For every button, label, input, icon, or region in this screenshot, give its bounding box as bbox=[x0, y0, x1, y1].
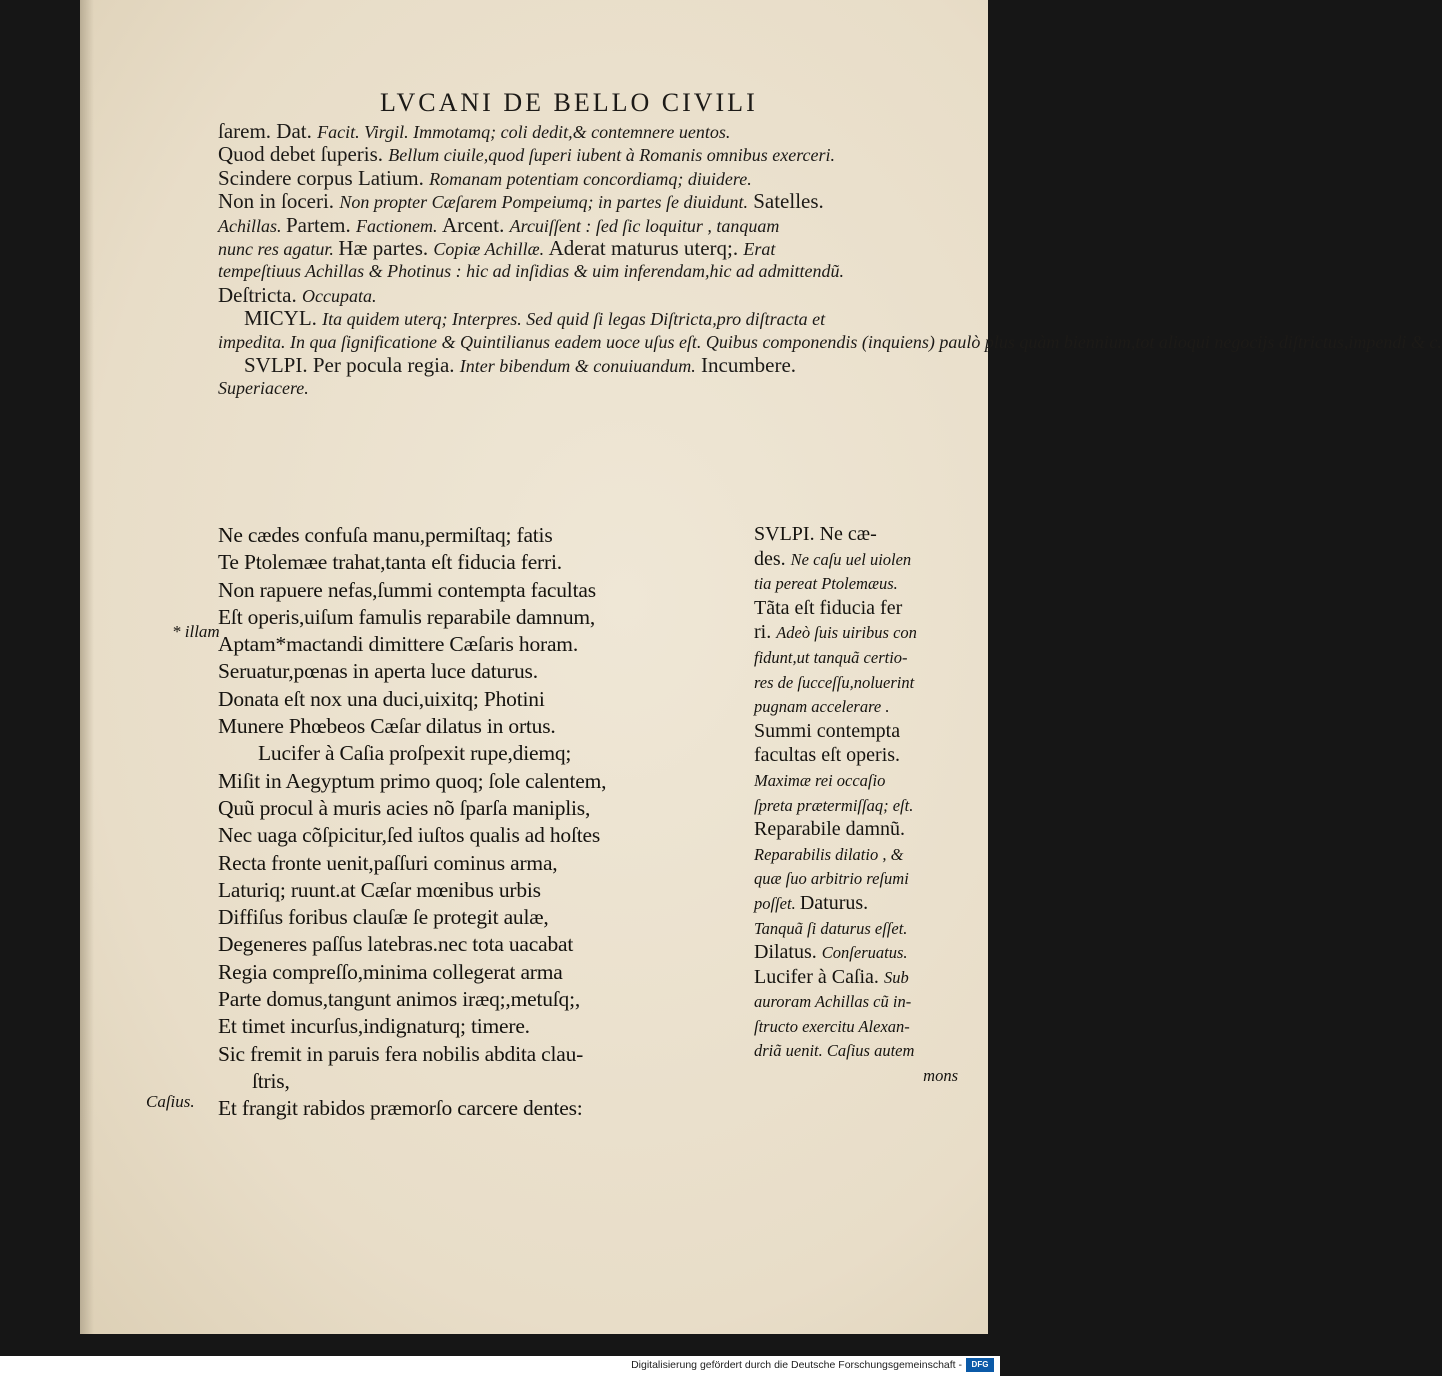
gloss-text: tia pereat Ptolemæus. bbox=[754, 574, 898, 594]
commentary-line bbox=[218, 143, 978, 166]
lemma-text: ſarem. Dat. bbox=[218, 119, 318, 143]
lemma-text: facultas eſt operis. bbox=[754, 744, 901, 767]
footer-credit: Digitalisierung gefördert durch die Deutsche Forschungsgemeinschaft - bbox=[631, 1359, 962, 1371]
verse-line: Quũ procul à muris acies nõ ſparſa maniplis, bbox=[218, 795, 591, 820]
side-commentary-line bbox=[754, 620, 976, 645]
side-commentary-line bbox=[754, 645, 976, 670]
gloss-text: poſſet. bbox=[754, 893, 800, 913]
side-commentary-line bbox=[754, 743, 976, 768]
gloss-text: pugnam accelerare . bbox=[754, 697, 890, 717]
gloss-text: Reparabilis dilatio , & bbox=[754, 844, 904, 864]
gloss-text: res de ſucceſſu,noluerint bbox=[754, 672, 915, 692]
gloss-text: fidunt,ut tanquã certio- bbox=[754, 647, 908, 667]
gloss-text: Tanquã ſi daturus eſſet. bbox=[754, 918, 908, 938]
lemma-text: Arcent. bbox=[441, 212, 510, 237]
side-commentary-line bbox=[754, 989, 976, 1014]
lemma-text: Summi contempta bbox=[754, 719, 901, 742]
lemma-text: SVLPI. Ne cæ- bbox=[754, 523, 877, 545]
gloss-text: Factionem. bbox=[355, 215, 442, 236]
verse-line: ſtris, bbox=[252, 1068, 290, 1093]
verse-line: Lucifer à Caſia proſpexit rupe,diemq; bbox=[258, 741, 572, 766]
commentary-line bbox=[218, 167, 978, 190]
verse-line: Seruatur,pœnas in aperta luce daturus. bbox=[218, 659, 538, 684]
gloss-text: auroram Achillas cũ in- bbox=[754, 992, 912, 1012]
commentary-line bbox=[218, 237, 978, 260]
commentary-line bbox=[218, 377, 978, 400]
lemma-text: Dilatus. bbox=[754, 941, 822, 964]
lemma-text: ri. bbox=[754, 621, 777, 644]
side-commentary-line bbox=[754, 768, 976, 793]
side-commentary-line bbox=[754, 670, 976, 695]
margin-note-casius: Caſius. bbox=[146, 1092, 195, 1111]
lemma-text: Incumbere. bbox=[695, 352, 797, 377]
side-commentary-line bbox=[754, 694, 976, 719]
side-commentary-line bbox=[754, 571, 976, 596]
verse-line: Donata eſt nox una duci,uixitq; Photini bbox=[218, 686, 545, 711]
running-head: LVCANI DE BELLO CIVILI bbox=[380, 88, 758, 117]
lemma-text: des. bbox=[754, 547, 791, 570]
lemma-text: SVLPI. Per pocula regia. bbox=[244, 352, 460, 377]
page-gutter-shadow bbox=[80, 0, 94, 1334]
side-commentary bbox=[754, 522, 976, 1088]
side-commentary-line bbox=[754, 522, 976, 547]
gloss-text: Conſeruatus. bbox=[821, 943, 908, 963]
side-commentary-line bbox=[754, 1014, 976, 1039]
side-commentary-line bbox=[754, 891, 976, 916]
gloss-text: Non propter Cæſarem Pompeiumq; in partes ſe diuidunt. bbox=[339, 192, 748, 213]
side-commentary-line bbox=[754, 916, 976, 941]
verse-line: Nec uaga cõſpicitur,ſed iuſtos qualis ad hoſtes bbox=[218, 823, 601, 848]
commentary-line bbox=[218, 214, 978, 237]
gloss-text: Superiacere. bbox=[218, 378, 309, 399]
gloss-text: Facit. Virgil. Immotamq; coli dedit,& contemnere uentos. bbox=[317, 122, 731, 142]
side-commentary-line bbox=[754, 842, 976, 867]
gloss-text: impedita. In qua ſignificatione & Quintilianus eadem uoce uſus eſt. Quibus componendis (inquiens) paulò plus quàm biennium,tot alioqui negocijs diſtrictus,impendi & c. bbox=[218, 331, 1442, 352]
verse-line: Laturiq; ruunt.at Cæſar mœnibus urbis bbox=[218, 877, 541, 902]
side-commentary-line bbox=[754, 719, 976, 744]
verse-line: Degeneres paſſus latebras.nec tota uacabat bbox=[218, 932, 574, 957]
verse-line: Sic fremit in paruis fera nobilis abdita clau- bbox=[218, 1041, 584, 1066]
gloss-text: quæ ſuo arbitrio reſumi bbox=[754, 869, 909, 889]
commentary-line bbox=[218, 331, 1442, 354]
lemma-text: Non in ſoceri. bbox=[218, 189, 340, 214]
side-commentary-line bbox=[754, 596, 976, 621]
side-commentary-line bbox=[754, 940, 976, 965]
lemma-text: Satelles. bbox=[747, 189, 824, 214]
side-commentary-line bbox=[754, 547, 976, 572]
side-commentary-line bbox=[754, 1063, 976, 1088]
commentary-block bbox=[218, 119, 1442, 401]
commentary-line bbox=[218, 190, 978, 213]
commentary-line bbox=[218, 307, 978, 330]
side-commentary-line bbox=[754, 817, 976, 842]
gloss-text: Sub bbox=[883, 967, 909, 987]
gloss-text: Arcuiſſent : ſed ſic loquitur , tanquam bbox=[509, 215, 780, 236]
margin-note-illam: * illam bbox=[172, 622, 220, 641]
gloss-text: Copiæ Achillæ. bbox=[433, 238, 549, 259]
gloss-text: Maximæ rei occaſio bbox=[754, 770, 886, 790]
gloss-text: Bellum ciuile,quod ſuperi iubent à Romanis omnibus exerceri. bbox=[388, 145, 836, 166]
lemma-text: Quod debet ſuperis. bbox=[218, 142, 389, 167]
verse-line: Et frangit rabidos præmorſo carcere dentes: bbox=[218, 1096, 583, 1121]
lemma-text: Hæ partes. bbox=[338, 235, 434, 260]
verse-line: Regia compreſſo,minima collegerat arma bbox=[218, 959, 563, 984]
side-commentary-line bbox=[754, 965, 976, 990]
lemma-text: Daturus. bbox=[799, 891, 869, 914]
lemma-text: Tãta eſt fiducia fer bbox=[754, 596, 903, 619]
lemma-text: Aderat maturus uterq;. bbox=[548, 235, 744, 260]
verse-line: Parte domus,tangunt animos iræq;,metuſq;, bbox=[218, 987, 581, 1012]
verse-line: Eſt operis,uiſum famulis reparabile damnum, bbox=[218, 604, 596, 629]
gloss-text: mons bbox=[923, 1066, 958, 1086]
side-commentary-line bbox=[754, 1038, 976, 1063]
verse-block bbox=[218, 522, 738, 1123]
gloss-text: driã uenit. Caſius autem bbox=[754, 1041, 915, 1061]
commentary-line bbox=[218, 260, 978, 283]
lemma-text: Deſtricta. bbox=[218, 282, 302, 307]
lemma-text: Scindere corpus Latium. bbox=[218, 165, 430, 190]
gloss-text: Occupata. bbox=[301, 285, 377, 306]
gloss-text: Erat bbox=[743, 238, 776, 259]
verse-line: Miſit in Aegyptum primo quoq; ſole calentem, bbox=[218, 768, 607, 793]
side-commentary-line bbox=[754, 866, 976, 891]
commentary-line bbox=[218, 120, 978, 143]
gloss-text: ſpreta prætermiſſaq; eſt. bbox=[754, 795, 914, 815]
verse-line: Munere Phœbeos Cæſar dilatus in ortus. bbox=[218, 714, 556, 739]
dfg-logo: DFG bbox=[966, 1358, 994, 1372]
lemma-text: MICYL. bbox=[244, 306, 323, 331]
gloss-text: Ita quidem uterq; Interpres. Sed quid ſi legas Diſtricta,pro diſtracta et bbox=[322, 309, 826, 330]
verse-line: Te Ptolemæe trahat,tanta eſt fiducia ferri. bbox=[218, 550, 562, 575]
lemma-text: Reparabile damnũ. bbox=[754, 818, 906, 841]
verse-line: Aptam*mactandi dimittere Cæſaris horam. bbox=[218, 632, 578, 657]
commentary-line bbox=[218, 284, 978, 307]
verse-line: Ne cædes confuſa manu,permiſtaq; fatis bbox=[218, 523, 553, 547]
lemma-text: Lucifer à Caſia. bbox=[754, 965, 884, 988]
gloss-text: nunc res agatur. bbox=[218, 238, 339, 259]
gloss-text: Inter bibendum & conuiuandum. bbox=[459, 355, 696, 376]
side-commentary-line bbox=[754, 793, 976, 818]
commentary-line bbox=[218, 354, 978, 377]
gloss-text: Achillas. bbox=[218, 215, 286, 236]
gloss-text: Adeò ſuis uiribus con bbox=[776, 623, 917, 643]
gloss-text: tempeſtiuus Achillas & Photinus : hic ad inſidias & uim inferendam,hic ad admittendũ. bbox=[218, 261, 844, 282]
lemma-text: Partem. bbox=[286, 212, 356, 237]
gloss-text: Romanam potentiam concordiamq; diuidere. bbox=[429, 168, 752, 189]
verse-line: Diffiſus foribus clauſæ ſe protegit aulæ, bbox=[218, 905, 549, 930]
verse-line: Recta fronte uenit,paſſuri cominus arma, bbox=[218, 850, 558, 875]
verse-line: Et timet incurſus,indignaturq; timere. bbox=[218, 1014, 530, 1039]
gloss-text: ſtructo exercitu Alexan- bbox=[754, 1016, 910, 1036]
gloss-text: Ne caſu uel uiolen bbox=[790, 549, 912, 569]
verse-line: Non rapuere nefas,ſummi contempta facultas bbox=[218, 577, 596, 602]
